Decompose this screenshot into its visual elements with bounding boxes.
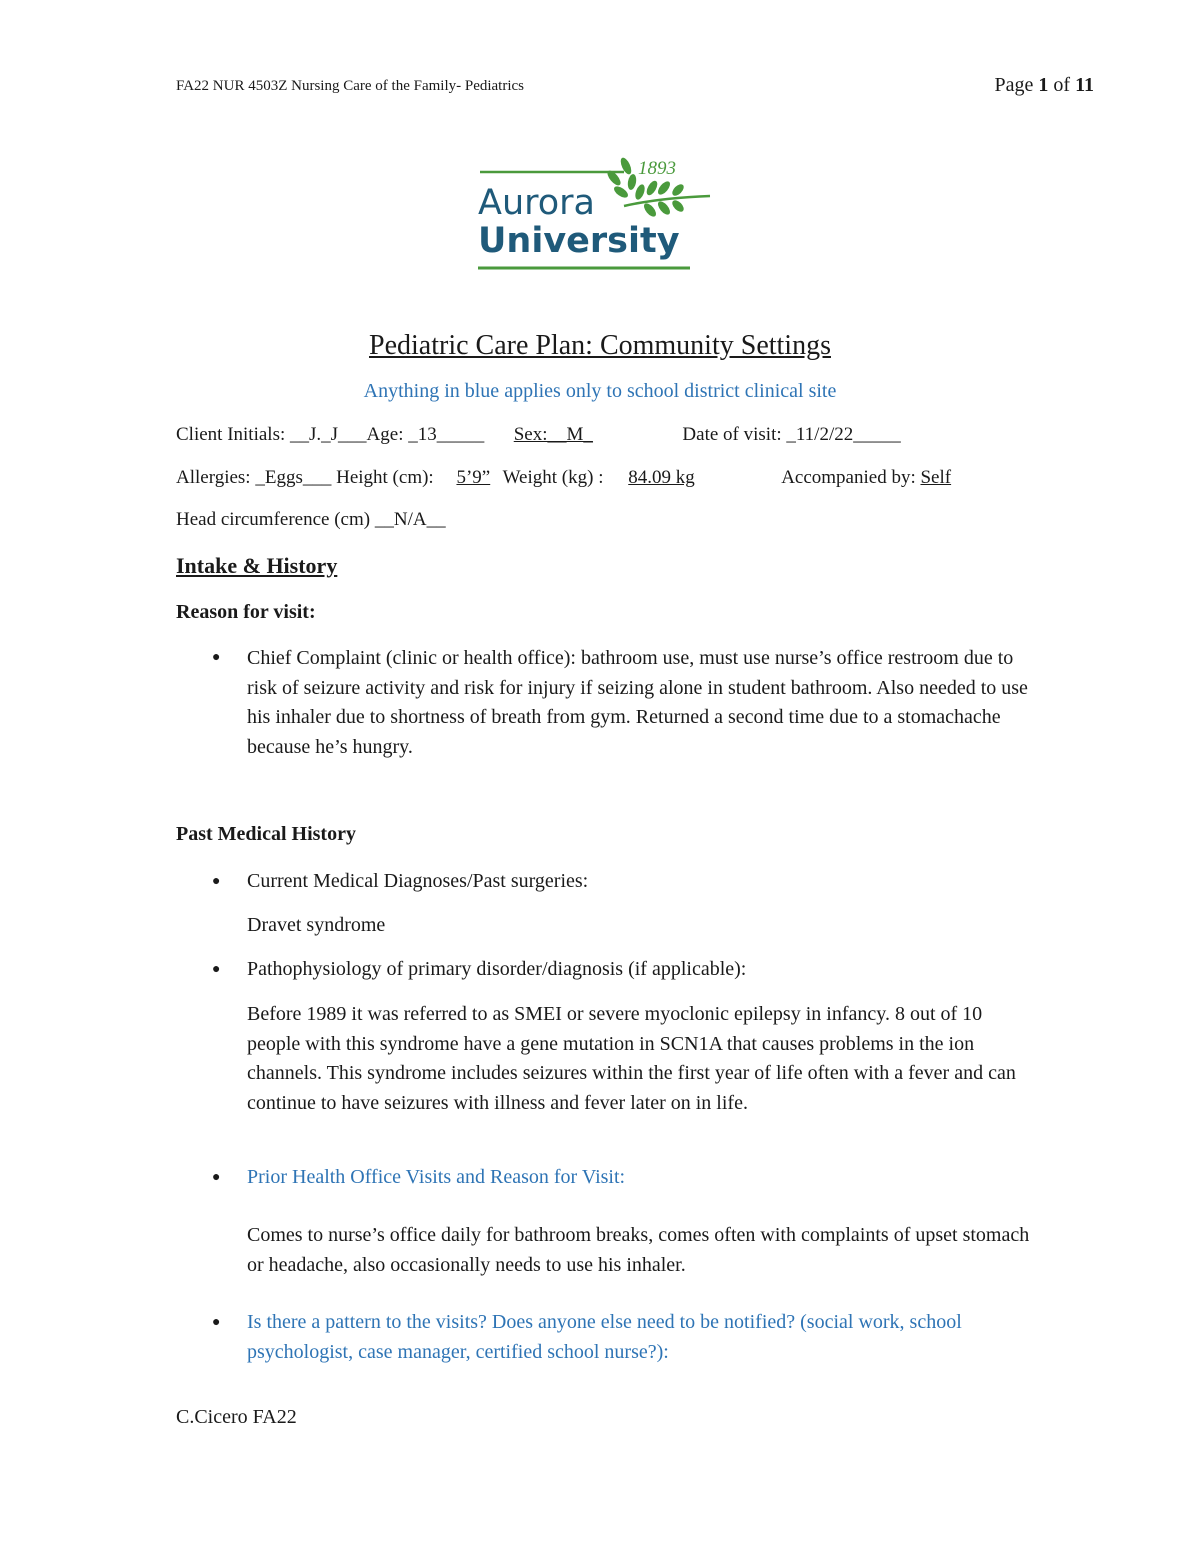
weight-value: 84.09 kg <box>628 467 695 488</box>
client-info-line-2 <box>176 467 975 489</box>
bullet-icon: ● <box>212 874 221 889</box>
logo-year: 1893 <box>638 158 676 179</box>
date-label: Date of visit: <box>682 424 782 445</box>
chief-complaint-text: Chief Complaint (clinic or health office): bathroom use, must use nurse’s office restroom due to risk of seizure activity and risk for injury if seizing alone in student bathroom. Also needed to use his inhaler due to shortness of breath from gym. Returned a second time due to a stomachache because he’s hungry. <box>247 647 1028 758</box>
sex-value: __M_ <box>547 424 593 445</box>
intake-history-heading: Intake & History <box>176 553 338 578</box>
header-course: FA22 NUR 4503Z Nursing Care of the Family- Pediatrics <box>176 78 525 94</box>
visit-pattern-question: Is there a pattern to the visits? Does anyone else need to be notified? (social work, school psychologist, case manager, certified school nurse?): <box>247 1311 962 1363</box>
prior-visits-text: Comes to nurse’s office daily for bathroom breaks, comes often with complaints of upset stomach or headache, also occasionally needs to use his inhaler. <box>247 1224 1030 1276</box>
logo-line2: University <box>478 221 680 261</box>
head-circumference-label: Head circumference (cm) <box>176 509 371 530</box>
pathophysiology-text: Before 1989 it was referred to as SMEI or severe myoclonic epilepsy in infancy. 8 out of 10 people with this syndrome have a gene mutation in SCN1A that causes problems in the ion channels. This syndrome includes seizures within the first year of life often with a fever and can continue to have seizures with illness and fever later on in life. <box>247 1003 1016 1114</box>
age-value: _13_____ <box>408 424 485 445</box>
sex-label: Sex: <box>513 424 548 445</box>
client-info-line-3 <box>176 509 446 531</box>
allergies-label: Allergies: <box>176 467 251 488</box>
bullet-icon: ● <box>212 650 221 665</box>
footer-author: C.Cicero FA22 <box>176 1406 297 1428</box>
past-medical-history-heading: Past Medical History <box>176 823 356 845</box>
client-info-line-1 <box>176 424 901 446</box>
height-value: 5’9” <box>456 467 491 488</box>
pathophysiology-label: Pathophysiology of primary disorder/diagnosis (if applicable): <box>247 958 747 980</box>
height-label: Height (cm): <box>336 467 434 488</box>
prior-visits-label: Prior Health Office Visits and Reason for Visit: <box>247 1166 626 1188</box>
diagnoses-value: Dravet syndrome <box>247 914 386 936</box>
weight-label: Weight (kg) : <box>502 467 604 488</box>
allergies-value: _Eggs___ <box>255 467 332 488</box>
age-label: Age: <box>366 424 404 445</box>
bullet-icon: ● <box>212 1170 221 1185</box>
accompanied-label: Accompanied by: <box>781 467 916 488</box>
logo-line1: Aurora <box>478 183 595 223</box>
aurora-university-logo <box>474 148 719 273</box>
diagnoses-label: Current Medical Diagnoses/Past surgeries: <box>247 870 589 892</box>
reason-for-visit-heading: Reason for visit: <box>176 601 316 623</box>
date-value: _11/2/22_____ <box>786 424 901 445</box>
bullet-icon: ● <box>212 1315 221 1330</box>
header-page-number: Page 1 of 11 <box>994 74 1094 96</box>
head-circumference-value: __N/A__ <box>374 509 446 530</box>
page-title: Pediatric Care Plan: Community Settings <box>369 330 831 361</box>
page-subtitle: Anything in blue applies only to school district clinical site <box>363 380 837 402</box>
bullet-icon: ● <box>212 962 221 977</box>
client-initials-label: Client Initials: <box>176 424 286 445</box>
accompanied-value: Self <box>920 467 952 488</box>
client-initials-value: __J._J___ <box>290 424 367 445</box>
